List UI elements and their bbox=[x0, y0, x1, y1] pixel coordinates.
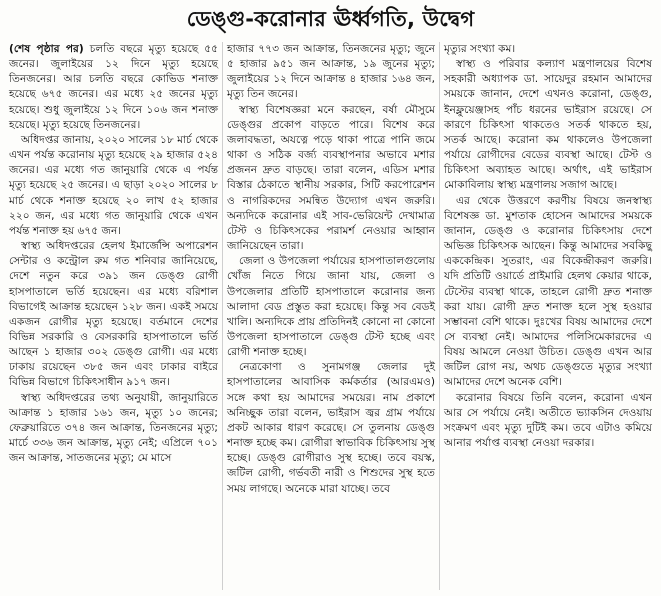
paragraph: জেলা ও উপজেলা পর্যায়ের হাসপাতালগুলোয় খোঁজ নিতে গিয়ে জানা যায়, জেলা ও উপজেলার প্রতিটি হাসপাতালে করোনার জন্য আলাদা বেড প্রস্তুত করা হয়েছে। কিন্তু সব বেডই খালি। অন্যদিকে প্রায় প্রতিদিনই কোনো না কোনো উপজেলা হাসপাতালে ডেঙ্গু টেস্ট হচ্ছে এবং রোগী শনাক্ত হচ্ছে। bbox=[227, 255, 435, 359]
paragraph: স্বাস্থ্য অধিদপ্তরের হেলথ ইমার্জেন্সি অপারেশন সেন্টার ও কন্ট্রোল রুম গত শনিবার জানিয়েছে, দেশে নতুন করে ৩৯১ জন ডেঙ্গু রোগী হাসপাতালে ভর্তি হয়েছেন। এর মধ্যে বরিশাল বিভাগেই আক্রান্ত হয়েছেন ১২৮ জন। একই সময়ে একজন রোগীর মৃত্যু হয়েছে। বর্তমানে দেশের বিভিন্ন সরকারি ও বেসরকারি হাসপাতালে ভর্তি আছেন ১ হাজার ৩০২ ডেঙ্গু রোগী। এর মধ্যে ঢাকায় রয়েছেন ৩৮৫ জন এবং ঢাকার বাইরে বিভিন্ন বিভাগে চিকিৎসাধীন ৯১৭ জন। bbox=[9, 240, 218, 389]
paragraph: এর থেকে উত্তরণে করণীয় বিষয়ে জনস্বাস্থ্য বিশেষজ্ঞ ডা. মুশতাক হোসেন আমাদের সময়কে জানান, ডেঙ্গু ও করোনার চিকিৎসায় দেশে অভিজ্ঞ চিকিৎসক আছেন। কিন্তু আমাদের সবকিছু এককেন্দ্রিক। সুতরাং, এর বিকেন্দ্রীকরণ জরুরি। যদি প্রতিটি ওয়ার্ডে প্রাইমারি হেলথ কেয়ার থাকে, টেস্টের ব্যবস্থা থাকে, তাহলে রোগী দ্রুত শনাক্ত করা যায়। রোগী দ্রুত শনাক্ত হলে সুস্থ হওয়ার সম্ভাবনা বেশি থাকে। দুঃখের বিষয় আমাদের দেশে সে ব্যবস্থা নেই। আমাদের পলিসিমেকারদের এ বিষয় আমলে নেওয়া উচিত। ডেঙ্গু এখন আর জটিল রোগ নয়, অথচ ডেঙ্গুতে মৃত্যুর সংখ্যা আমাদের দেশে অনেক বেশি। bbox=[444, 194, 652, 389]
paragraph bbox=[9, 42, 218, 133]
paragraph: হাজার ৭৭৩ জন আক্রান্ত, তিনজনের মৃত্যু; জুনে ৫ হাজার ৯৫১ জন আক্রান্ত, ১৯ জুনের মৃত্যু; জুলাইয়ের ১২ দিনে আক্রান্ত ৪ হাজার ১৬৪ জন, মৃত্যু তিন জনের। bbox=[227, 43, 435, 101]
paragraph: অধিদপ্তর জানায়, ২০২০ সালের ১৮ মার্চ থেকে এখন পর্যন্ত করোনায় মৃত্যু হয়েছে ২৯ হাজার ৫২৪ জনের। এর মধ্যে গত জানুয়ারি থেকে এ পর্যন্ত মৃত্যু হয়েছে ২৫ জনের। এ ছাড়া ২০২০ সালের ৮ মার্চ থেকে শনাক্ত হয়েছে ২০ লাখ ৫২ হাজার ২২০ জন, এর মধ্যে গত জানুয়ারি থেকে এখন পর্যন্ত শনাক্ত হয় ৬৭৫ জন। bbox=[9, 133, 218, 237]
paragraph: স্বাস্থ্য বিশেষজ্ঞরা মনে করছেন, বর্ষা মৌসুমে ডেঙ্গুর প্রকোপ বাড়তে পারে। বিশেষ করে জলাবদ্ধতা, অযত্নে পড়ে থাকা পাত্রে পানি জমে থাকা ও সঠিক বর্জ্য ব্যবস্থাপনার অভাবে মশার প্রজনন দ্রুত বাড়ছে। তারা বলেন, এডিস মশার বিস্তার ঠেকাতে স্থানীয় সরকার, সিটি করপোরেশন ও নাগরিকদের সমন্বিত উদ্যোগ এখন জরুরি। অন্যদিকে করোনার এই সাব-ভেরিয়েন্ট দেখামাত্র টেস্ট ও চিকিৎসকের পরামর্শ নেওয়ার আহ্বান জানিয়েছেন তারা। bbox=[227, 103, 435, 253]
article-column-3 bbox=[439, 42, 656, 590]
article-headline: ডেঙ্গু-করোনার ঊর্ধ্বগতি, উদ্বেগ bbox=[186, 7, 475, 31]
paragraph: মৃত্যুর সংখ্যা কম। bbox=[444, 43, 516, 55]
article-column-2 bbox=[222, 42, 439, 590]
paragraph: করোনার বিষয়ে তিনি বলেন, করোনা এখন আর সে পর্যায়ে নেই। অতীতে ভ্যাকসিন দেওয়ায় সংক্রমণ এবং মৃত্যু দুটিই কম। তবে এটাও কমিয়ে আনার পর্যাপ্ত ব্যবস্থা নেওয়া দরকার। bbox=[444, 391, 652, 450]
paragraph-text: চলতি বছরে মৃত্যু হয়েছে ৫৫ জনের। জুলাইয়ের ১২ দিনে মৃত্যু হয়েছে তিনজনের। আর চলতি বছরে কোভিড শনাক্ত হয়েছে ৬৭৫ জনের। এর মধ্যে ২৫ জনের মৃত্যু হয়েছে। শুধু জুলাইয়ে ১২ দিনে ১০৬ জন শনাক্ত হয়েছে। মৃত্যু হয়েছে তিনজনের। bbox=[9, 43, 218, 131]
article-body bbox=[5, 42, 656, 590]
article-column-1 bbox=[5, 42, 222, 590]
paragraph: স্বাস্থ্য অধিদপ্তরের তথ্য অনুযায়ী, জানুয়ারিতে আক্রান্ত ১ হাজার ১৬১ জন, মৃত্যু ১০ জনের; ফেব্রুয়ারিতে ৩৭৪ জন আক্রান্ত, তিনজনের মৃত্যু; মার্চে ৩৩৬ জন আক্রান্ত, মৃত্যু নেই; এপ্রিলে ৭০১ জন আক্রান্ত, সাতজনের মৃত্যু; মে মাসে bbox=[9, 391, 218, 465]
continued-tag: (শেষ পৃষ্ঠার পর) bbox=[9, 43, 84, 55]
paragraph: নেত্রকোণা ও সুনামগঞ্জ জেলার দুই হাসপাতালের আবাসিক কর্মকর্তার (আরএমও) সঙ্গে কথা হয় আমাদের সময়ের। নাম প্রকাশে অনিচ্ছুক তারা বলেন, ভাইরাস জ্বর গ্রাম পর্যায়ে প্রকট আকার ধারণ করেছে। সে তুলনায় ডেঙ্গু শনাক্ত হচ্ছে কম। রোগীরা স্বাভাবিক চিকিৎসায় সুস্থ হচ্ছে। ডেঙ্গু রোগীরাও সুস্থ হচ্ছে। তবে বয়স্ক, জটিল রোগী, গর্ভবতী নারী ও শিশুদের সুস্থ হতে সময় লাগছে। অনেকে মারা যাচ্ছে। তবে bbox=[227, 361, 435, 495]
paragraph: স্বাস্থ্য ও পরিবার কল্যাণ মন্ত্রণালয়ের বিশেষ সহকারী অধ্যাপক ডা. সায়েদুর রহমান আমাদের সময়কে জানান, দেশে এখনও করোনা, ডেঙ্গু, ইনফ্লুয়েঞ্জাসহ পাঁচ ধরনের ভাইরাস রয়েছে। সে কারণে চিকিৎসা থাকতেও সতর্ক থাকতে হয়, সতর্ক আছে। করোনা কম থাকলেও উপজেলা পর্যায়ে রোগীদের বেডের ব্যবস্থা আছে। টেস্ট ও চিকিৎসা অব্যাহত আছে। অর্থাৎ, এই ভাইরাস মোকাবিলায় স্বাস্থ্য মন্ত্রণালয় সজাগ আছে। bbox=[444, 58, 652, 192]
